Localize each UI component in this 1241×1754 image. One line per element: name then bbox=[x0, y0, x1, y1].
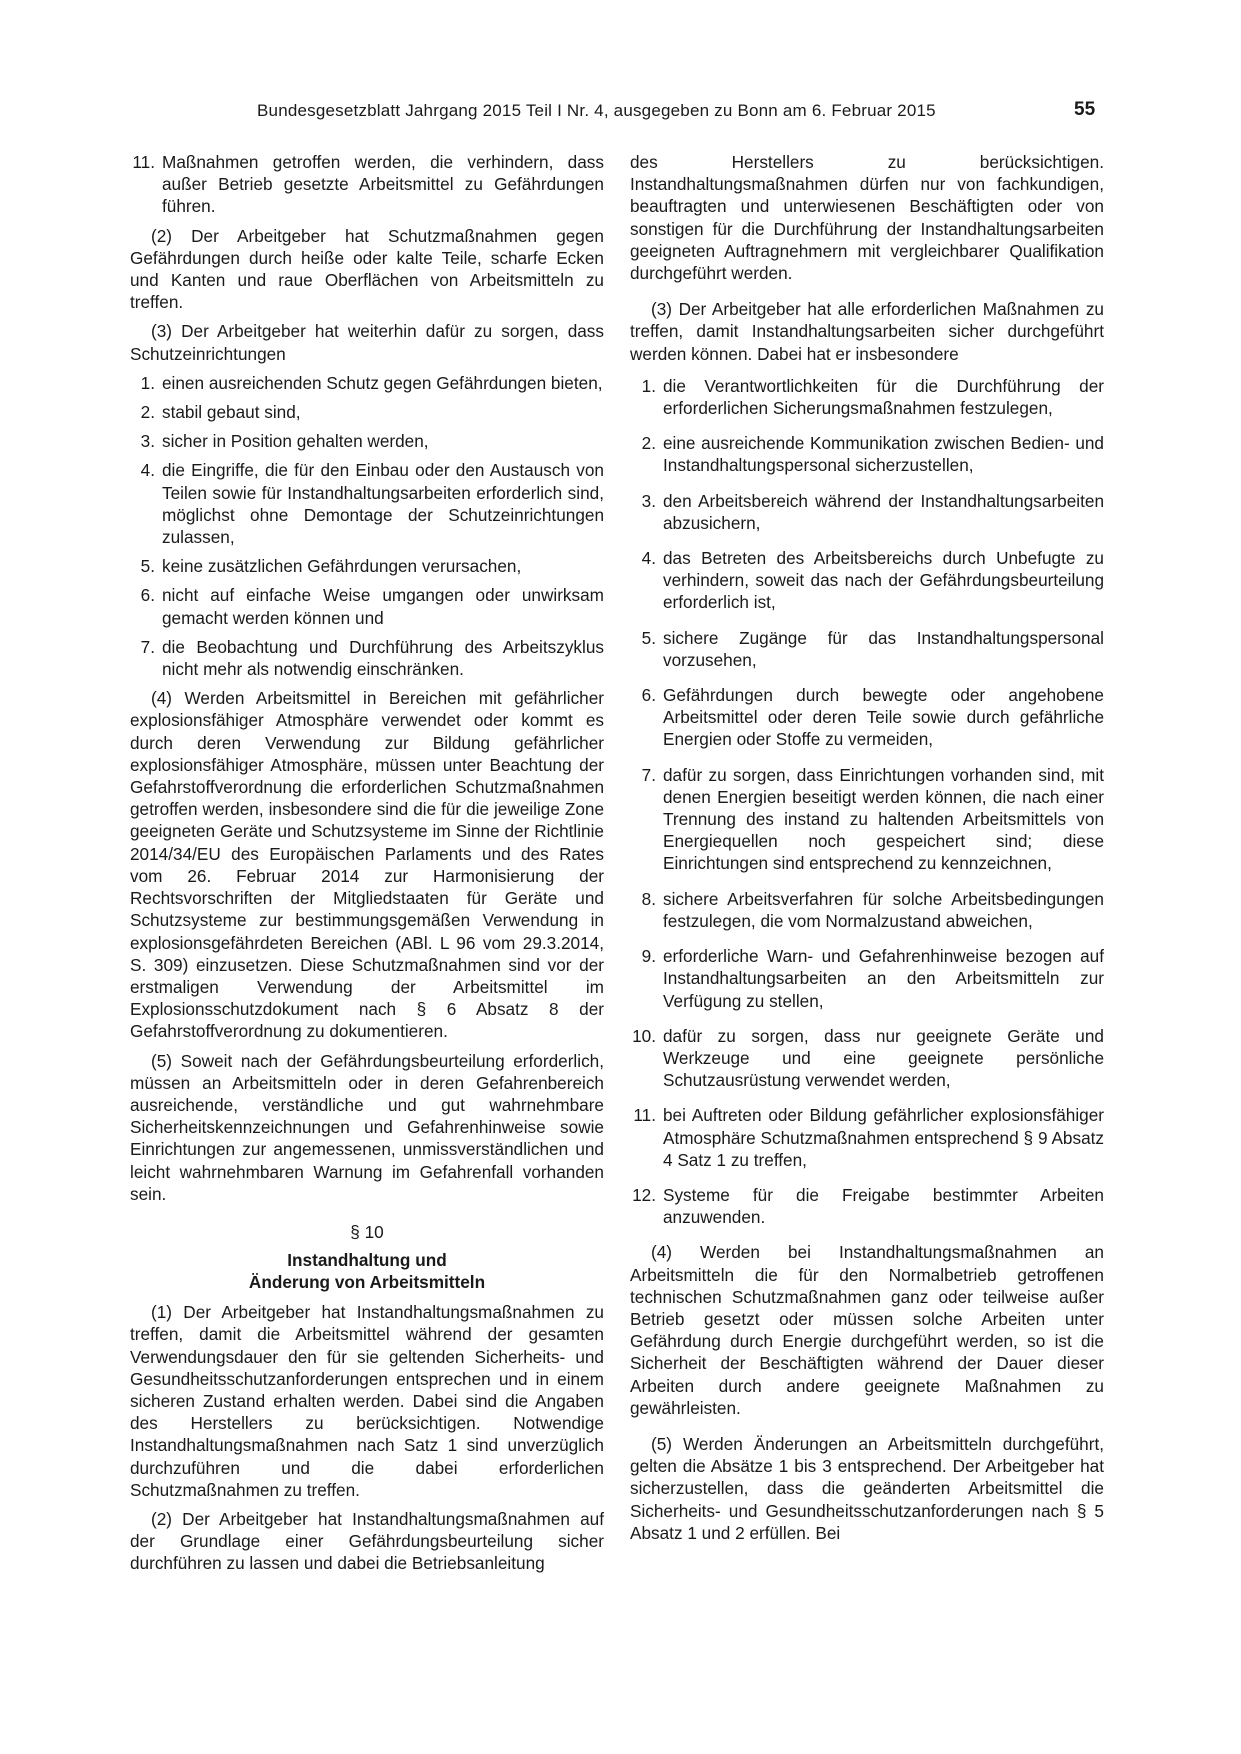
list-text: dafür zu sorgen, dass Einrichtungen vorhanden sind, mit denen Energien beseitigt werden können, die nach einer Trennung des instand zu haltenden Arbeitsmittels von Energiequellen noch gespeichert sind; diese Einrichtungen sind entsprechend zu kennzeichnen, bbox=[663, 764, 1104, 874]
list-number: 1. bbox=[140, 372, 155, 393]
list-item bbox=[630, 945, 1104, 1012]
list-number: 6. bbox=[140, 585, 155, 606]
measures-list bbox=[630, 375, 1104, 1229]
list-text: nicht auf einfache Weise umgangen oder unwirksam gemacht werden können und bbox=[162, 585, 604, 628]
list-number: 4. bbox=[140, 460, 155, 481]
list-item bbox=[630, 888, 1104, 932]
list-item bbox=[130, 430, 604, 452]
paragraph: (5) Werden Änderungen an Arbeitsmitteln durchgeführt, gelten die Absätze 1 bis 3 entsprechend. Der Arbeitgeber hat sicherzustellen, dass die geänderten Arbeitsmittel die Sicherheits- und Gesundheitsschutzanforderungen nach § 5 Absatz 1 und 2 erfüllen. Bei bbox=[630, 1433, 1104, 1543]
list-number: 7. bbox=[140, 636, 155, 657]
list-text: sicher in Position gehalten werden, bbox=[162, 431, 429, 452]
section-title-line: Instandhaltung und bbox=[287, 1250, 447, 1271]
list-number: 7. bbox=[641, 764, 656, 785]
list-number: 5. bbox=[641, 627, 656, 648]
list-item bbox=[630, 764, 1104, 875]
list-item bbox=[130, 372, 604, 394]
list-text: die Beobachtung und Durchführung des Arbeitszyklus nicht mehr als notwendig einschränken. bbox=[162, 636, 604, 680]
list-number: 11. bbox=[633, 1105, 656, 1126]
list-text: erforderliche Warn- und Gefahrenhinweise bezogen auf Instandhaltungsarbeiten an den Arbeitsmitteln zur Verfügung zu stellen, bbox=[663, 946, 1104, 1011]
list-item bbox=[130, 459, 604, 548]
list-text: keine zusätzlichen Gefährdungen verursachen, bbox=[162, 556, 522, 577]
paragraph: (2) Der Arbeitgeber hat Schutzmaßnahmen gegen Gefährdungen durch heiße oder kalte Teile, scharfe Ecken und Kanten und raue Oberflächen von Arbeitsmitteln zu treffen. bbox=[130, 225, 604, 313]
list-text: einen ausreichenden Schutz gegen Gefährdungen bieten, bbox=[162, 372, 603, 393]
list-number: 3. bbox=[641, 490, 656, 511]
list-text: Systeme für die Freigabe bestimmter Arbeiten anzuwenden. bbox=[663, 1184, 1104, 1228]
list-text: den Arbeitsbereich während der Instandhaltungsarbeiten abzusichern, bbox=[663, 490, 1104, 533]
list-number: 2. bbox=[140, 402, 155, 423]
list-item bbox=[630, 1025, 1104, 1092]
list-text: dafür zu sorgen, dass nur geeignete Geräte und Werkzeuge und eine geeignete persönliche Schutzausrüstung verwendet werden, bbox=[663, 1025, 1104, 1091]
list-text: stabil gebaut sind, bbox=[162, 402, 301, 423]
list-item bbox=[630, 1104, 1104, 1171]
list-number: 12. bbox=[632, 1184, 656, 1205]
list-text: die Verantwortlichkeiten für die Durchführung der erforderlichen Sicherungsmaßnahmen festzulegen, bbox=[663, 375, 1104, 419]
list-number: 10. bbox=[632, 1025, 656, 1046]
list-item bbox=[630, 375, 1104, 419]
section-title-line: Änderung von Arbeitsmitteln bbox=[248, 1272, 486, 1293]
list-number: 5. bbox=[140, 556, 155, 577]
paragraph: des Herstellers zu berücksichtigen. Instandhaltungsmaßnahmen dürfen nur von fachkundigen, beauftragten und unterwiesenen Beschäftigten oder von sonstigen für die Durchführung der Instandhaltungsarbeiten geeigneten Auftragnehmern mit vergleichbarer Qualifikation durchgeführt werden. bbox=[630, 152, 1104, 284]
list-item bbox=[130, 584, 604, 628]
list-text: die Eingriffe, die für den Einbau oder den Austausch von Teilen sowie für Instandhaltungsarbeiten erforderlich sind, möglichst ohne Demontage der Schutzeinrichtungen zulassen, bbox=[162, 460, 604, 548]
list-number: 3. bbox=[140, 431, 155, 452]
list-item bbox=[630, 432, 1104, 476]
list-item bbox=[130, 151, 604, 218]
paragraph: (4) Werden bei Instandhaltungsmaßnahmen an Arbeitsmitteln die für den Normalbetrieb getroffenen technischen Schutzmaßnahmen ganz oder teilweise außer Betrieb gesetzt oder müssen solche Arbeiten unter Gefährdung durch Energie durchgeführt werden, so ist die Sicherheit der Beschäftigten während der Dauer dieser Arbeiten durch andere geeignete Maßnahmen zu gewährleisten. bbox=[630, 1242, 1104, 1418]
list-text: sichere Arbeitsverfahren für solche Arbeitsbedingungen festzulegen, die vom Normalzustand abweichen, bbox=[663, 888, 1104, 931]
list-item bbox=[630, 547, 1104, 614]
right-column bbox=[630, 151, 1104, 1551]
list-number: 1. bbox=[641, 375, 656, 396]
list-text: das Betreten des Arbeitsbereichs durch Unbefugte zu verhindern, soweit das nach der Gefährdungsbeurteilung erforderlich ist, bbox=[663, 548, 1104, 613]
list-number: 9. bbox=[641, 946, 656, 967]
page-number: 55 bbox=[1074, 99, 1096, 120]
paragraph: (1) Der Arbeitgeber hat Instandhaltungsmaßnahmen zu treffen, damit die Arbeitsmittel während der gesamten Verwendungsdauer den für sie geltenden Sicherheits- und Gesundheitsschutzanforderungen entsprechen und in einem sicheren Zustand erhalten werden. Dabei sind die Angaben des Herstellers zu berücksichtigen. Notwendige Instandhaltungsmaßnahmen nach Satz 1 sind unverzüglich durchzuführen und die dabei erforderlichen Schutzmaßnahmen zu treffen. bbox=[130, 1302, 604, 1500]
list-text: bei Auftreten oder Bildung gefährlicher explosionsfähiger Atmosphäre Schutzmaßnahmen entsprechend § 9 Absatz 4 Satz 1 zu treffen, bbox=[663, 1105, 1104, 1170]
running-header: Bundesgesetzblatt Jahrgang 2015 Teil I Nr. 4, ausgegeben zu Bonn am 6. Februar 2015 bbox=[257, 101, 936, 120]
paragraph: (2) Der Arbeitgeber hat Instandhaltungsmaßnahmen auf der Grundlage einer Gefährdungsbeurteilung sicher durchführen zu lassen und dabei die Betriebsanleitung bbox=[130, 1508, 604, 1574]
section-title bbox=[130, 1249, 604, 1293]
list-number: 11. bbox=[132, 152, 155, 172]
list-number: 8. bbox=[641, 888, 656, 909]
list-text: Maßnahmen getroffen werden, die verhindern, dass außer Betrieb gesetzte Arbeitsmittel zu Gefährdungen führen. bbox=[162, 152, 604, 217]
list-item bbox=[130, 401, 604, 423]
list-item bbox=[130, 555, 604, 577]
paragraph: (4) Werden Arbeitsmittel in Bereichen mit gefährlicher explosionsfähiger Atmosphäre verwendet oder kommt es durch deren Verwendung zur Bildung gefährlicher explosionsfähiger Atmosphäre, müssen unter Beachtung der Gefahrstoffverordnung die erforderlichen Schutzmaßnahmen getroffen werden, insbesondere sind die für die jeweilige Zone geeigneten Geräte und Schutzsysteme im Sinne der Richtlinie 2014/34/EU des Europäischen Parlaments und des Rates vom 26. Februar 2014 zur Harmonisierung der Rechtsvorschriften der Mitgliedstaaten für Geräte und Schutzsysteme zur bestimmungsgemäßen Verwendung in explosionsgefährdeten Bereichen (ABl. L 96 vom 29.3.2014, S. 309) einzusetzen. Diese Schutzmaßnahmen sind vor der erstmaligen Verwendung der Arbeitsmittel im Explosionsschutzdokument nach § 6 Absatz 8 der Gefahrstoffverordnung zu dokumentieren. bbox=[130, 688, 604, 1042]
list-number: 4. bbox=[641, 548, 656, 569]
list-item bbox=[630, 627, 1104, 671]
section-number: § 10 bbox=[350, 1221, 384, 1242]
list-text: sichere Zugänge für das Instandhaltungspersonal vorzusehen, bbox=[663, 627, 1104, 670]
list-number: 6. bbox=[641, 685, 656, 706]
list-item bbox=[630, 490, 1104, 534]
paragraph: (3) Der Arbeitgeber hat alle erforderlichen Maßnahmen zu treffen, damit Instandhaltungsarbeiten sicher durchgeführt werden können. Dabei hat er insbesondere bbox=[630, 299, 1104, 364]
paragraph: (3) Der Arbeitgeber hat weiterhin dafür zu sorgen, dass Schutzeinrichtungen bbox=[130, 321, 604, 364]
list-number: 2. bbox=[641, 433, 656, 454]
list-text: Gefährdungen durch bewegte oder angehobene Arbeitsmittel oder deren Teile sowie durch gefährliche Energien oder Stoffe zu vermeiden, bbox=[663, 685, 1104, 750]
paragraph: (5) Soweit nach der Gefährdungsbeurteilung erforderlich, müssen an Arbeitsmitteln oder in deren Gefahrenbereich ausreichende, verständliche und gut wahrnehmbare Sicherheitskennzeichnungen und Gefahrenhinweise sowie Einrichtungen zur angemessenen, unmissverständlichen und leicht wahrnehmbaren Warnung im Gefahrenfall vorhanden sein. bbox=[130, 1050, 604, 1204]
list-item bbox=[630, 684, 1104, 751]
left-column bbox=[130, 151, 604, 1582]
list-item bbox=[630, 1184, 1104, 1228]
list-text: eine ausreichende Kommunikation zwischen Bedien- und Instandhaltungspersonal sicherzustellen, bbox=[663, 433, 1104, 476]
list-item bbox=[130, 636, 604, 680]
